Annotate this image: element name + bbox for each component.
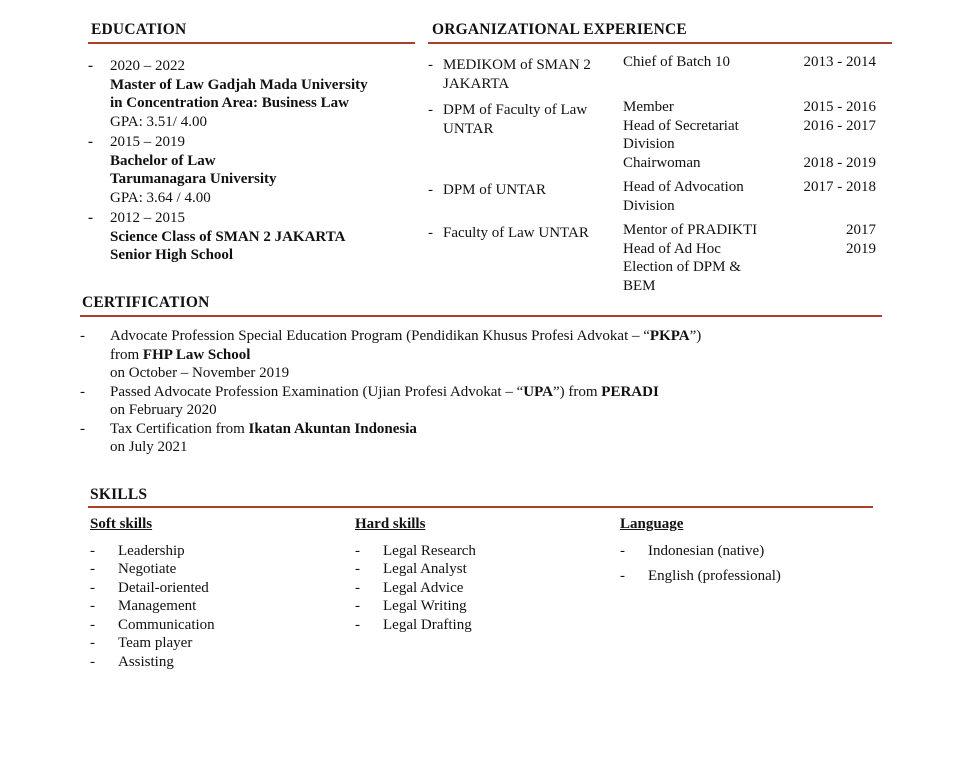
education-gpa: GPA: 3.64 / 4.00 [110,189,211,206]
list-item: - Communication [90,616,215,633]
list-item: - Team player [90,635,193,652]
org-year: 2013 - 2014 [803,54,876,70]
language-column [620,515,860,592]
org-name: Faculty of Law UNTAR [443,225,589,241]
certification-date: on February 2020 [110,402,217,418]
skills-heading: SKILLS [90,486,148,503]
certification-issuer: PERADI [601,383,659,400]
education-item [88,57,418,131]
bullet-dash: - [80,420,85,437]
education-degree: Master of Law Gadjah Mada University [110,76,368,93]
education-item [88,133,418,207]
org-year: 2019 [846,240,876,257]
organizational-divider [428,42,892,44]
bullet-dash: - [88,58,93,74]
hard-skills-column [355,515,595,634]
org-role: Head of Ad Hoc Election of DPM & BEM [623,240,741,294]
bullet-dash: - [428,225,433,241]
certification-item [80,420,880,457]
soft-skills-list [90,542,330,672]
org-role: Member [623,99,674,115]
education-list [88,57,418,267]
list-item: - Negotiate [90,561,177,578]
certification-divider [80,315,882,317]
skills-divider [88,506,873,508]
bullet-dash: - [80,383,85,400]
list-item: - English (professional) [620,567,781,584]
education-concentration: in Concentration Area: Business Law [110,95,349,111]
list-item: - Legal Writing [355,598,467,615]
list-item: - Legal Advice [355,579,464,596]
language-list [620,542,860,592]
list-item: - Indonesian (native) [620,542,765,559]
education-institution: Senior High School [110,247,234,263]
education-degree: Science Class of SMAN 2 JAKARTA [110,228,346,245]
list-item: - Assisting [90,654,174,671]
org-year: 2017 - 2018 [803,179,876,195]
list-item: - Legal Research [355,542,476,559]
certification-acronym: PKPA [649,328,690,344]
education-heading: EDUCATION [91,21,187,38]
certification-line: from FHP Law School [110,346,251,363]
org-name: MEDIKOM of SMAN 2 JAKARTA [443,57,591,92]
org-role: Mentor of PRADIKTI [623,222,758,238]
bullet-dash: - [88,210,93,226]
organizational-heading: ORGANIZATIONAL EXPERIENCE [432,21,687,38]
org-name: DPM of Faculty of Law UNTAR [443,102,588,137]
org-year: 2015 - 2016 [803,99,876,115]
certification-line: Passed Advocate Profession Examination (Ujian Profesi Advokat – “UPA”) from PERADI [110,383,659,400]
org-role: Head of Secretariat Division [623,117,739,152]
education-years: 2012 – 2015 [110,210,185,226]
certification-acronym: UPA [523,383,553,400]
certification-item [80,383,880,420]
hard-skills-list [355,542,595,635]
org-year: 2017 [846,222,876,238]
organizational-table [428,53,898,298]
education-degree: Bachelor of Law [110,152,216,169]
org-name: DPM of UNTAR [443,182,546,198]
list-item: - Detail-oriented [90,579,209,596]
certification-list [80,327,880,457]
org-year: 2018 - 2019 [803,154,876,171]
bullet-dash: - [428,102,433,118]
bullet-dash: - [80,328,85,344]
certification-heading: CERTIFICATION [82,294,210,311]
bullet-dash: - [88,134,93,150]
education-institution: Tarumanagara University [110,171,277,187]
education-divider [88,42,415,44]
list-item: - Legal Drafting [355,616,472,633]
list-item: - Legal Analyst [355,561,467,578]
list-item: - Management [90,598,197,615]
org-year: 2016 - 2017 [803,117,876,134]
education-item [88,209,418,265]
bullet-dash: - [428,182,433,198]
certification-issuer: Ikatan Akuntan Indonesia [248,420,417,437]
education-years: 2015 – 2019 [110,134,185,150]
soft-skills-title: Soft skills [90,516,153,532]
org-role: Chairwoman [623,154,701,171]
certification-item [80,327,880,383]
certification-line: Tax Certification from Ikatan Akuntan Indonesia [110,420,417,437]
org-role: Head of Advocation Division [623,179,744,214]
language-title: Language [620,516,684,532]
org-role: Chief of Batch 10 [623,54,731,70]
certification-issuer: FHP Law School [142,346,251,363]
certification-line: Advocate Profession Special Education Program (Pendidikan Khusus Profesi Advokat – “PKPA”) [110,328,702,344]
list-item: - Leadership [90,542,185,559]
certification-date: on July 2021 [110,439,188,455]
hard-skills-title: Hard skills [355,516,426,532]
bullet-dash: - [428,57,433,73]
education-years: 2020 – 2022 [110,58,185,74]
certification-date: on October – November 2019 [110,365,290,381]
education-gpa: GPA: 3.51/ 4.00 [110,113,207,130]
soft-skills-column [90,515,330,672]
